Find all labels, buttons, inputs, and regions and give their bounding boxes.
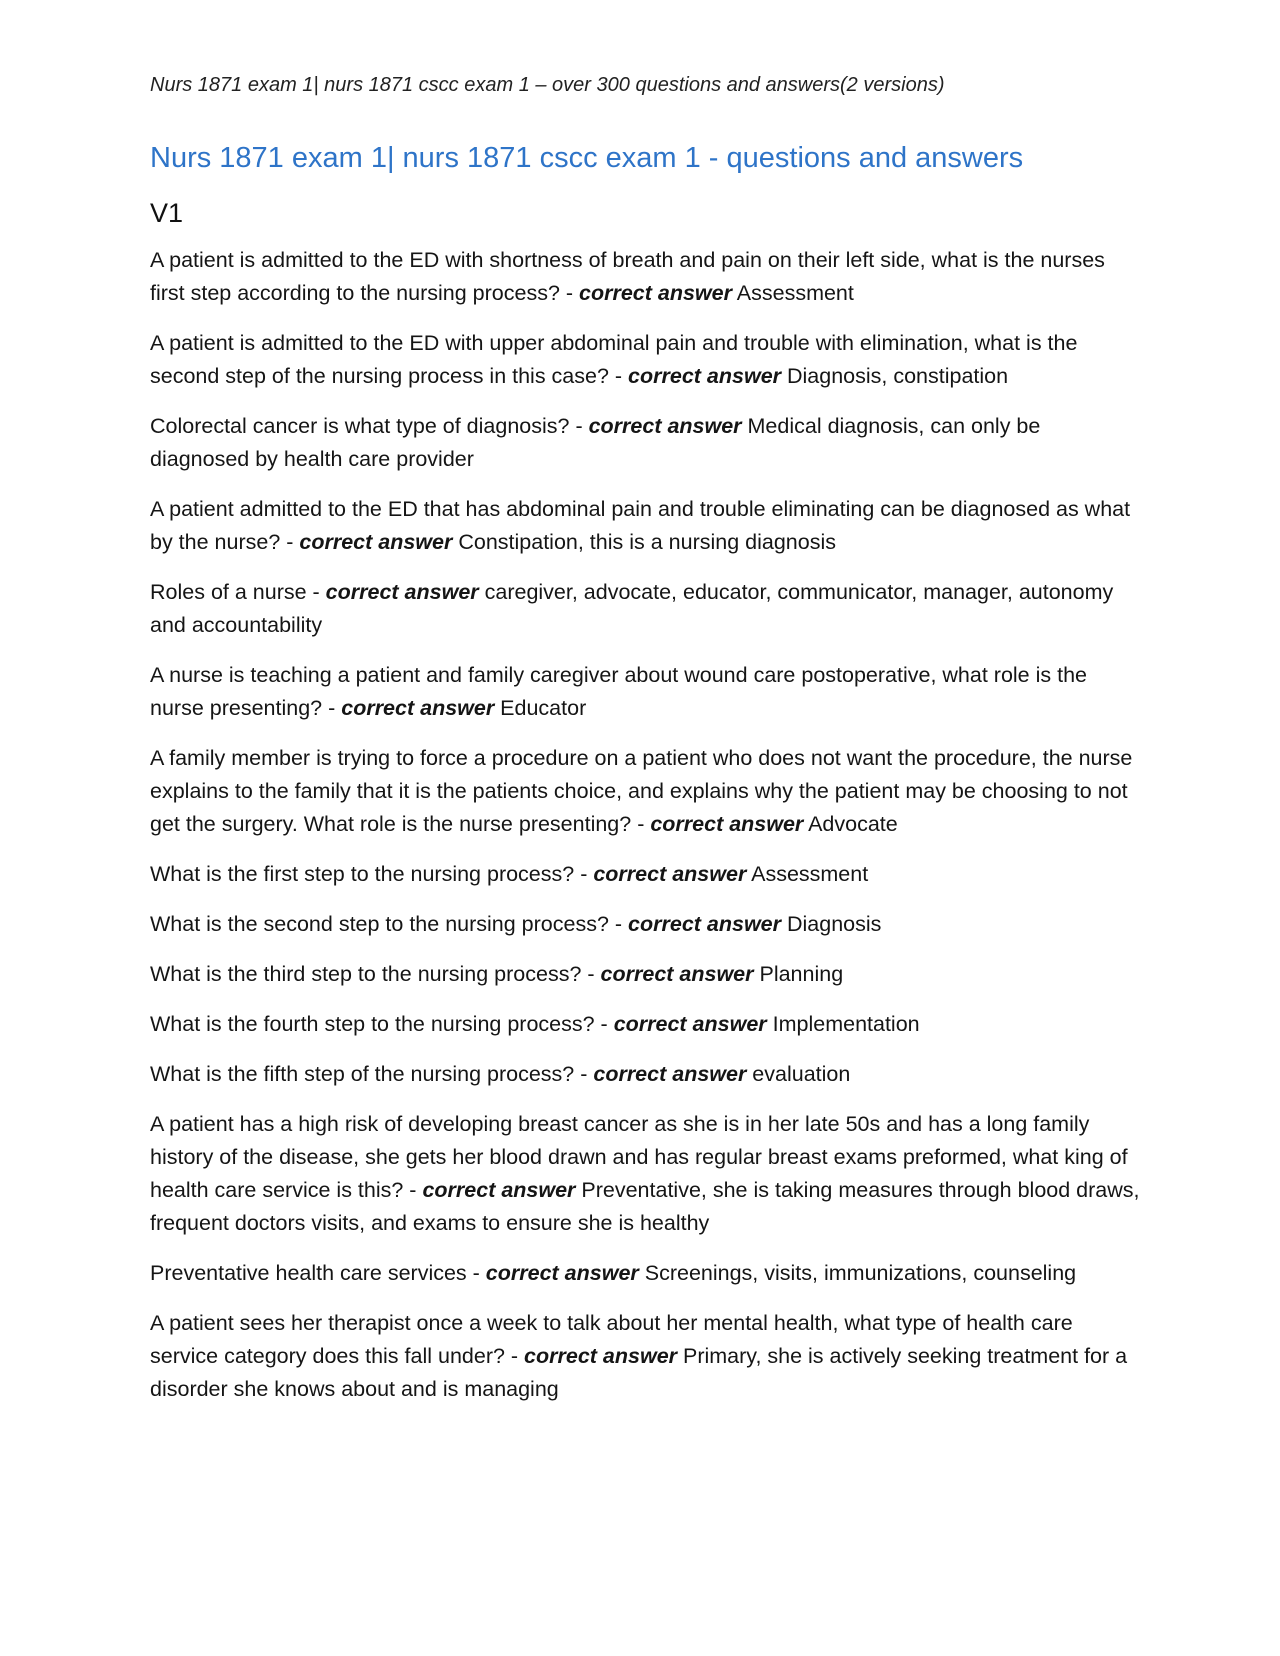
correct-answer-marker: correct answer (600, 962, 754, 986)
correct-answer-marker: correct answer (628, 912, 781, 936)
question-text: What is the fourth step to the nursing process? - (150, 1012, 614, 1036)
answer-text: Preventative, she is taking measures through blood draws, frequent doctors visits, and exams to ensure she is healthy (150, 1178, 1140, 1235)
answer-text: Constipation, this is a nursing diagnosis (452, 530, 836, 554)
correct-answer-marker: correct answer (325, 580, 479, 604)
qa-item (150, 327, 1140, 393)
correct-answer-marker: correct answer (524, 1344, 678, 1368)
qa-item (150, 958, 1140, 991)
answer-text: Implementation (766, 1012, 920, 1036)
correct-answer-marker: correct answer (299, 530, 453, 554)
question-text: What is the third step to the nursing process? - (150, 962, 601, 986)
correct-answer-marker: correct answer (613, 1012, 767, 1036)
answer-text: Screenings, visits, immunizations, counseling (638, 1261, 1077, 1285)
question-text: Roles of a nurse - (150, 580, 326, 604)
answer-text: evaluation (746, 1062, 851, 1086)
qa-item (150, 1008, 1140, 1041)
correct-answer-marker: correct answer (341, 696, 495, 720)
question-text: A patient is admitted to the ED with upper abdominal pain and trouble with elimination, what is the second step of the nursing process in this case? - (150, 331, 1078, 388)
document-title: Nurs 1871 exam 1| nurs 1871 cscc exam 1 - questions and answers (150, 142, 1024, 174)
qa-list (150, 244, 1140, 1406)
qa-item (150, 908, 1140, 941)
correct-answer-marker: correct answer (593, 1062, 747, 1086)
correct-answer-marker: correct answer (628, 364, 782, 388)
question-text: A nurse is teaching a patient and family caregiver about wound care postoperative, what role is the nurse presenting? - (150, 663, 1087, 720)
question-text: Colorectal cancer is what type of diagnosis? - (150, 414, 589, 438)
qa-item (150, 1257, 1140, 1290)
question-text: What is the first step to the nursing process? - (150, 862, 594, 886)
answer-text: Diagnosis, constipation (781, 364, 1009, 388)
qa-item (150, 1108, 1140, 1240)
qa-item (150, 1058, 1140, 1091)
qa-item (150, 659, 1140, 725)
answer-text: caregiver, advocate, educator, communicator, manager, autonomy and accountability (150, 580, 1114, 637)
answer-text: Advocate (803, 812, 898, 836)
qa-item (150, 410, 1140, 476)
answer-text: Medical diagnosis, can only be diagnosed by health care provider (150, 414, 1041, 471)
question-text: What is the fifth step of the nursing process? - (150, 1062, 594, 1086)
question-text: A patient admitted to the ED that has abdominal pain and trouble eliminating can be diagnosed as what by the nurse? - (150, 497, 1131, 554)
correct-answer-marker: correct answer (579, 281, 732, 305)
correct-answer-marker: correct answer (422, 1178, 576, 1202)
answer-text: Assessment (731, 281, 854, 305)
qa-item (150, 576, 1140, 642)
qa-item (150, 244, 1140, 310)
document-header: Nurs 1871 exam 1| nurs 1871 cscc exam 1 – over 300 questions and answers(2 versions) (150, 74, 945, 96)
question-text: A patient is admitted to the ED with shortness of breath and pain on their left side, what is the nurses first step according to the nursing process? - (150, 248, 1105, 305)
qa-item (150, 493, 1140, 559)
correct-answer-marker: correct answer (588, 414, 742, 438)
answer-text: Primary, she is actively seeking treatment for a disorder she knows about and is managing (150, 1344, 1128, 1401)
answer-text: Educator (494, 696, 587, 720)
document-page (150, 70, 1140, 1423)
question-text: Preventative health care services - (150, 1261, 486, 1285)
qa-item (150, 858, 1140, 891)
qa-item (150, 1307, 1140, 1406)
answer-text: Planning (753, 962, 844, 986)
answer-text: Diagnosis (781, 912, 882, 936)
correct-answer-marker: correct answer (485, 1261, 639, 1285)
question-text: A patient sees her therapist once a week to talk about her mental health, what type of health care service category does this fall under? - (150, 1311, 1073, 1368)
correct-answer-marker: correct answer (593, 862, 747, 886)
question-text: What is the second step to the nursing process? - (150, 912, 629, 936)
version-heading: V1 (150, 198, 184, 228)
question-text: A family member is trying to force a procedure on a patient who does not want the procedure, the nurse explains to the family that it is the patients choice, and explains why the patient may be choosing to not get the surgery. What role is the nurse presenting? - (150, 746, 1133, 836)
question-text: A patient has a high risk of developing breast cancer as she is in her late 50s and has a long family history of the disease, she gets her blood drawn and has regular breast exams preformed, what king of health care service is this? - (150, 1112, 1128, 1202)
qa-item (150, 742, 1140, 841)
answer-text: Assessment (746, 862, 869, 886)
correct-answer-marker: correct answer (650, 812, 804, 836)
